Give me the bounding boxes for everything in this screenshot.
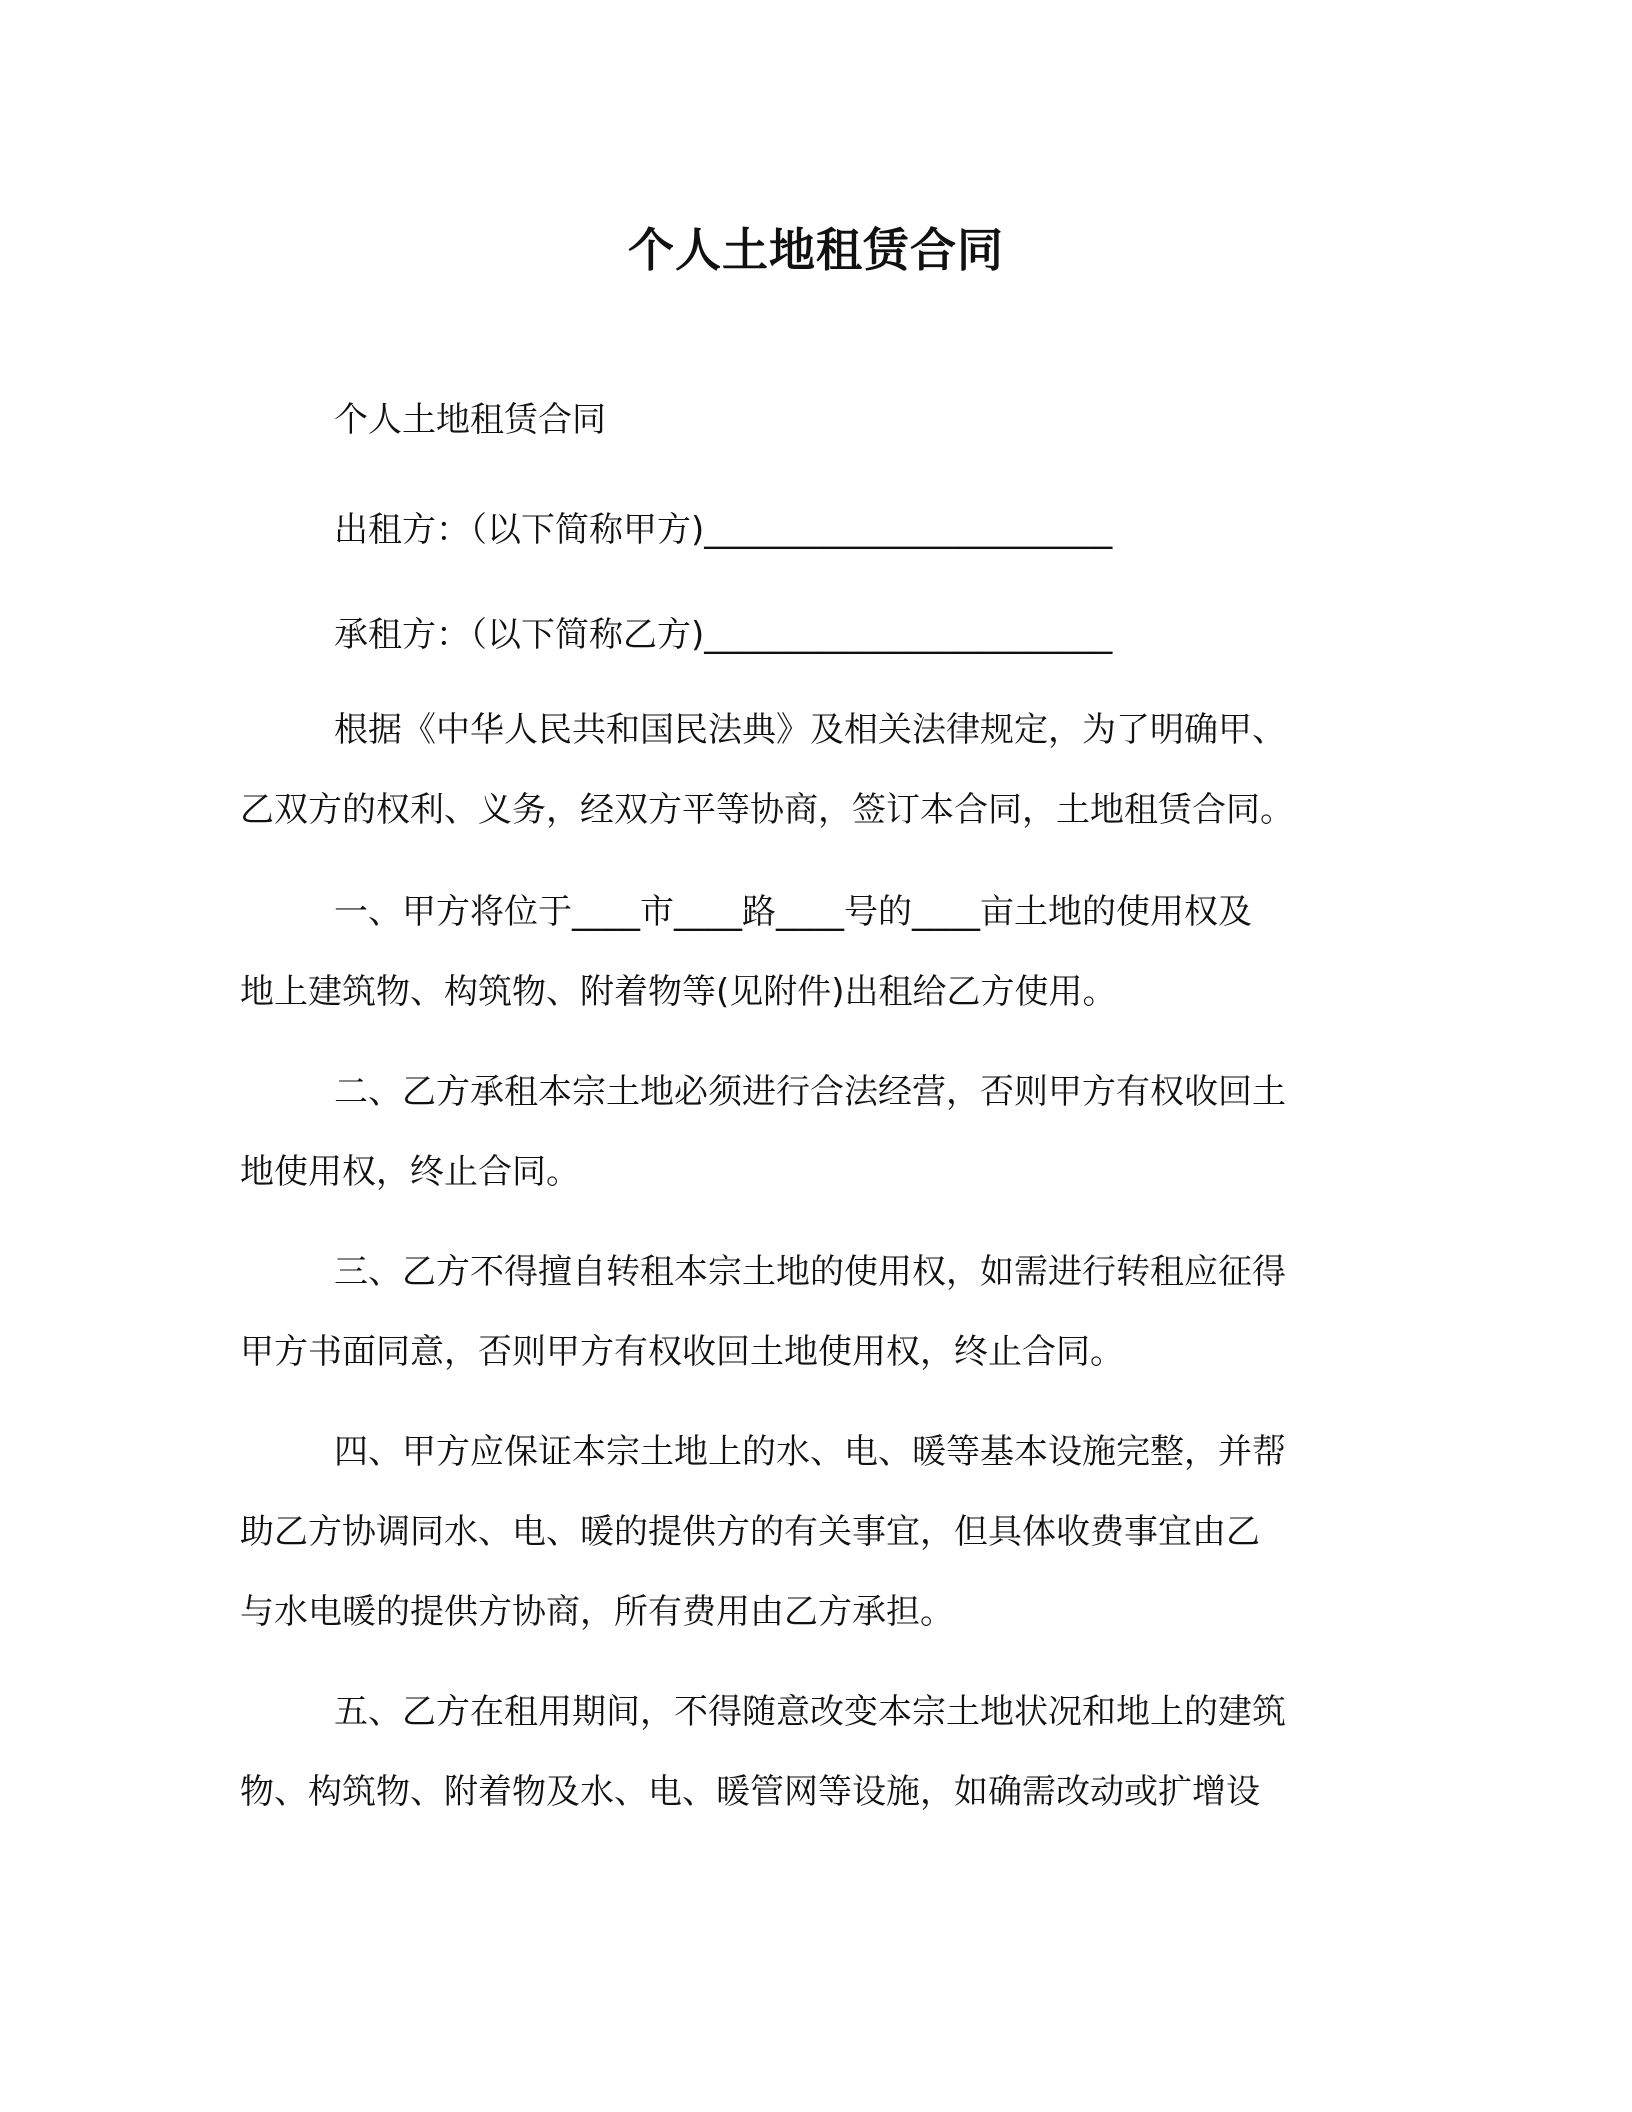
clause-5-line-1: 五、乙方在租用期间，不得随意改变本宗土地状况和地上的建筑 bbox=[334, 1692, 1286, 1732]
clause-2-line-1: 二、乙方承租本宗土地必须进行合法经营，否则甲方有权收回土 bbox=[334, 1072, 1286, 1112]
subtitle-line: 个人土地租赁合同 bbox=[334, 400, 606, 440]
lessee-line: 承租方：（以下简称乙方)________________________ bbox=[334, 615, 1113, 655]
preamble-line-2: 乙双方的权利、义务，经双方平等协商，签订本合同，土地租赁合同。 bbox=[240, 790, 1294, 830]
clause-2-line-2: 地使用权，终止合同。 bbox=[240, 1152, 580, 1192]
document-title: 个人土地租赁合同 bbox=[628, 223, 1004, 277]
clause-3-line-1: 三、乙方不得擅自转租本宗土地的使用权，如需进行转租应征得 bbox=[334, 1252, 1286, 1292]
lessor-line: 出租方：（以下简称甲方)________________________ bbox=[334, 510, 1113, 550]
clause-4-line-2: 助乙方协调同水、电、暖的提供方的有关事宜，但具体收费事宜由乙 bbox=[240, 1512, 1260, 1552]
preamble-line-1: 根据《中华人民共和国民法典》及相关法律规定，为了明确甲、 bbox=[334, 710, 1286, 750]
clause-4-line-1: 四、甲方应保证本宗土地上的水、电、暖等基本设施完整，并帮 bbox=[334, 1432, 1286, 1472]
clause-3-line-2: 甲方书面同意，否则甲方有权收回土地使用权，终止合同。 bbox=[240, 1332, 1124, 1372]
clause-4-line-3: 与水电暖的提供方协商，所有费用由乙方承担。 bbox=[240, 1592, 954, 1632]
clause-1-line-1: 一、甲方将位于____市____路____号的____亩土地的使用权及 bbox=[334, 892, 1252, 932]
clause-5-line-2: 物、构筑物、附着物及水、电、暖管网等设施，如确需改动或扩增设 bbox=[240, 1772, 1260, 1812]
clause-1-line-2: 地上建筑物、构筑物、附着物等(见附件)出租给乙方使用。 bbox=[240, 972, 1117, 1012]
